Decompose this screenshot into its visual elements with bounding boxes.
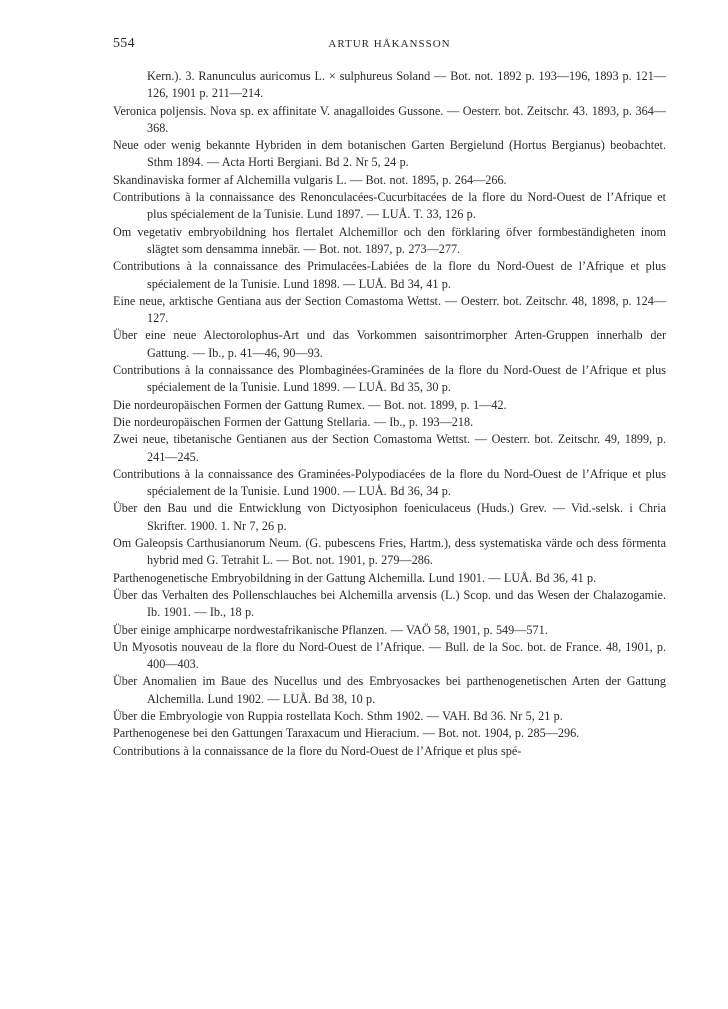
bibliography-entry: Die nordeuropäischen Formen der Gattung Stellaria. — Ib., p. 193—218. <box>113 414 474 429</box>
bibliography-entry: Neue oder wenig bekannte Hybriden in dem botanischen Garten Bergielund (Hortus Bergianus) beobachtet. Sthm 1894. — Acta Horti Bergiani. Bd 2. Nr 5, 24 p. <box>113 138 666 170</box>
bibliography-entry: Contributions à la connaissance des Plombaginées-Graminées de la flore du Nord-Ouest de l’Afrique et plus spécialement de la Tunisie. Lund 1899. — LUÅ. Bd 35, 30 p. <box>113 363 666 395</box>
bibliography-entry: Veronica poljensis. Nova sp. ex affinitate V. anagalloides Gussone. — Oesterr. bot. Zeitschr. 43. 1893, p. 364—368. <box>113 103 666 135</box>
running-head: ARTUR HÅKANSSON <box>328 38 451 50</box>
bibliography-entry: Über die Embryologie von Ruppia rostellata Koch. Sthm 1902. — VAH. Bd 36. Nr 5, 21 p. <box>113 708 563 723</box>
bibliography-entry: Über Anomalien im Baue des Nucellus und des Embryosackes bei parthenogenetischen Arten der Gattung Alchemilla. Lund 1902. — LUÅ. Bd 38, 10 p. <box>113 674 666 706</box>
bibliography-entry: Om vegetativ embryobildning hos flertalet Alchemillor och den förklaring öfver formbeständigheten inom slägtet som densamma innebär. — Bot. not. 1897, p. 273—277. <box>113 224 666 256</box>
bibliography-entry: Contributions à la connaissance des Renonculacées-Cucurbitacées de la flore du Nord-Ouest de l’Afrique et plus spécialement de la Tunisie. Lund 1897. — LUÅ. T. 33, 126 p. <box>113 190 666 222</box>
bibliography-entry: Zwei neue, tibetanische Gentianen aus der Section Comastoma Wettst. — Oesterr. bot. Zeitschr. 49, 1899, p. 241—245. <box>113 432 666 464</box>
bibliography-entry: Om Galeopsis Carthusianorum Neum. (G. pubescens Fries, Hartm.), dess systematiska värde och dess förmenta hybrid med G. Tetrahit L. — Bot. not. 1901, p. 279—286. <box>113 536 666 568</box>
bibliography-entry: Eine neue, arktische Gentiana aus der Section Comastoma Wettst. — Oesterr. bot. Zeitschr. 48, 1898, p. 124—127. <box>113 293 666 326</box>
bibliography-entry: Contributions à la connaissance des Graminées-Polypodiacées de la flore du Nord-Ouest de l’Afrique et plus spécialement de la Tunisie. Lund 1900. — LUÅ. Bd 36, 34 p. <box>113 466 666 499</box>
bibliography-entry: Parthenogenetische Embryobildning in der Gattung Alchemilla. Lund 1901. — LUÅ. Bd 36, 41 p. <box>113 570 597 585</box>
bibliography-entry: Über das Verhalten des Pollenschlauches bei Alchemilla arvensis (L.) Scop. und das Wesen der Chalazogamie. Ib. 1901. — Ib., 18 p. <box>113 587 666 620</box>
bibliography-entry: Über den Bau und die Entwicklung von Dictyosiphon foeniculaceus (Huds.) Grev. — Vid.-selsk. i Chria Skrifter. 1900. 1. Nr 7, 26 p. <box>113 501 666 533</box>
bibliography-entry: Contributions à la connaissance de la flore du Nord-Ouest de l’Afrique et plus spé- <box>113 743 522 758</box>
bibliography-list <box>113 68 666 760</box>
bibliography-entry: Parthenogenese bei den Gattungen Taraxacum und Hieracium. — Bot. not. 1904, p. 285—296. <box>113 726 580 741</box>
bibliography-entry: Kern.). 3. Ranunculus auricomus L. × sulphureus Soland — Bot. not. 1892 p. 193—196, 1893 p. 121—126, 1901 p. 211—214. <box>147 69 666 101</box>
bibliography-entry: Skandinaviska former af Alchemilla vulgaris L. — Bot. not. 1895, p. 264—266. <box>113 172 507 187</box>
page-header <box>113 36 666 56</box>
bibliography-entry: Contributions à la connaissance des Primulacées-Labiées de la flore du Nord-Ouest de l’Afrique et plus spécialement de la Tunisie. Lund 1898. — LUÅ. Bd 34, 41 p. <box>113 259 666 291</box>
bibliography-entry: Un Myosotis nouveau de la flore du Nord-Ouest de l’Afrique. — Bull. de la Soc. bot. de France. 48, 1901, p. 400—403. <box>113 639 666 672</box>
bibliography-entry: Über eine neue Alectorolophus-Art und das Vorkommen saisontrimorpher Arten-Gruppen innerhalb der Gattung. — Ib., p. 41—46, 90—93. <box>113 328 666 360</box>
bibliography-entry: Über einige amphicarpe nordwestafrikanische Pflanzen. — VAÖ 58, 1901, p. 549—571. <box>113 622 548 637</box>
bibliography-entry: Die nordeuropäischen Formen der Gattung Rumex. — Bot. not. 1899, p. 1—42. <box>113 397 507 412</box>
page-number: 554 <box>113 36 135 51</box>
